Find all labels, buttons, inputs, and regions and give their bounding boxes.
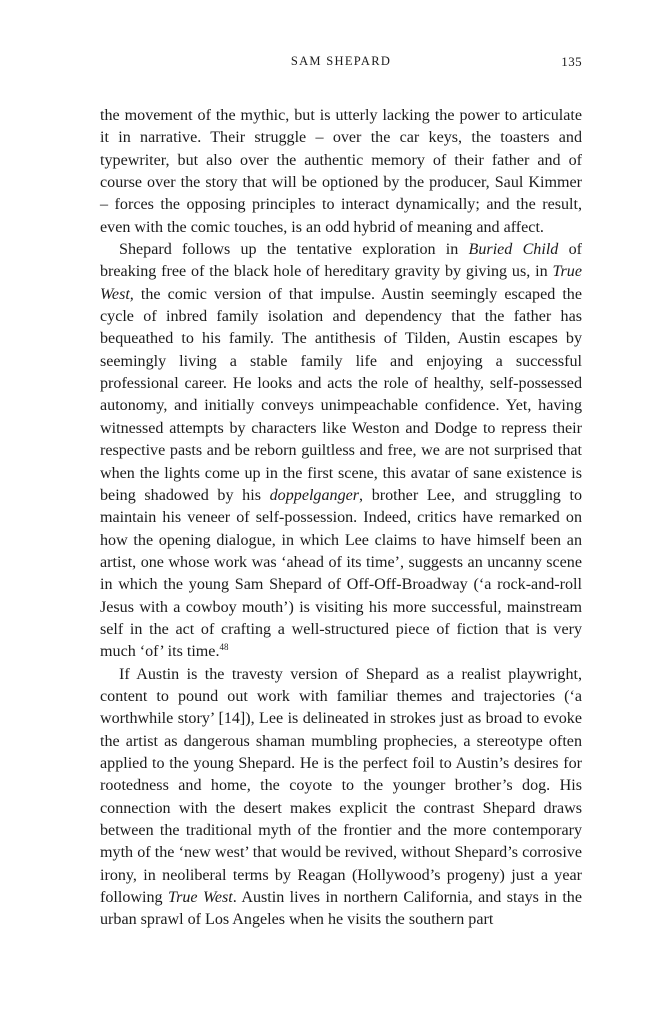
italic-title: True West,	[100, 263, 582, 303]
running-head	[100, 54, 582, 70]
running-head-title: SAM SHEPARD	[290, 54, 392, 68]
paragraph-1	[100, 105, 582, 239]
italic-title: doppelganger	[269, 486, 360, 504]
text-run: , brother Lee, and struggling to maintain his veneer of self-possession. Indeed, critics have remarked on how the opening dialogue, in which Lee claims to have himself been an artist, one whose work was ‘ahead of its time’, suggests an uncanny scene in which the young Sam Shepard of Off-Off-Broadway (‘a rock-and-roll Jesus with a cowboy mouth’) is visiting his more successful, mainstream self in the act of crafting a well-structured piece of fiction that is very much ‘of’ its time.	[100, 486, 582, 661]
paragraph-3	[100, 664, 582, 932]
italic-title: Buried Child	[468, 241, 559, 259]
body-text	[100, 105, 582, 932]
text-run: Shepard follows up the tentative exploration in	[119, 241, 469, 259]
page-number: 135	[561, 54, 582, 69]
footnote-ref: 48	[219, 642, 229, 653]
text-run: . Austin lives in northern California, and stays in the urban sprawl of Los Angeles when he visits the southern part	[100, 889, 582, 929]
text-run: If Austin is the travesty version of Shepard as a realist playwright, content to pound out work with familiar themes and trajectories (‘a worthwhile story’ [14]), Lee is delineated in strokes just as broad to evoke the artist as dangerous shaman mumbling prophecies, a stereotype often applied to the young Shepard. He is the perfect foil to Austin’s desires for rootedness and home, the coyote to the younger brother’s dog. His connection with the desert makes explicit the contrast Shepard draws between the traditional myth of the frontier and the more contemporary myth of the ‘new west’ that would be revived, without Shepard’s corrosive irony, in neoliberal terms by Reagan (Hollywood’s progeny) just a year following	[100, 665, 582, 907]
text-run: the movement of the mythic, but is utterly lacking the power to articulate it in narrative. Their struggle – over the car keys, the toasters and typewriter, but also over the authentic memory of their father and of course over the story that will be optioned by the producer, Saul Kimmer – forces the opposing principles to interact dynamically; and the result, even with the comic touches, is an odd hybrid of meaning and affect.	[100, 107, 582, 236]
text-run: of breaking free of the black hole of hereditary gravity by giving us, in	[100, 241, 582, 281]
text-run: the comic version of that impulse. Austin seemingly escaped the cycle of inbred family isolation and dependency that the father has bequeathed to his family. The antithesis of Tilden, Austin escapes by seemingly living a stable family life and enjoying a successful professional career. He looks and acts the role of healthy, self-possessed autonomy, and initially conveys unimpeachable confidence. Yet, having witnessed attempts by characters like Weston and Dodge to repress their respective pasts and be reborn guiltless and free, we are not surprised that when the lights come up in the first scene, this avatar of sane existence is being shadowed by his	[100, 285, 582, 504]
paragraph-2	[100, 239, 582, 664]
italic-title: True West	[168, 889, 233, 907]
